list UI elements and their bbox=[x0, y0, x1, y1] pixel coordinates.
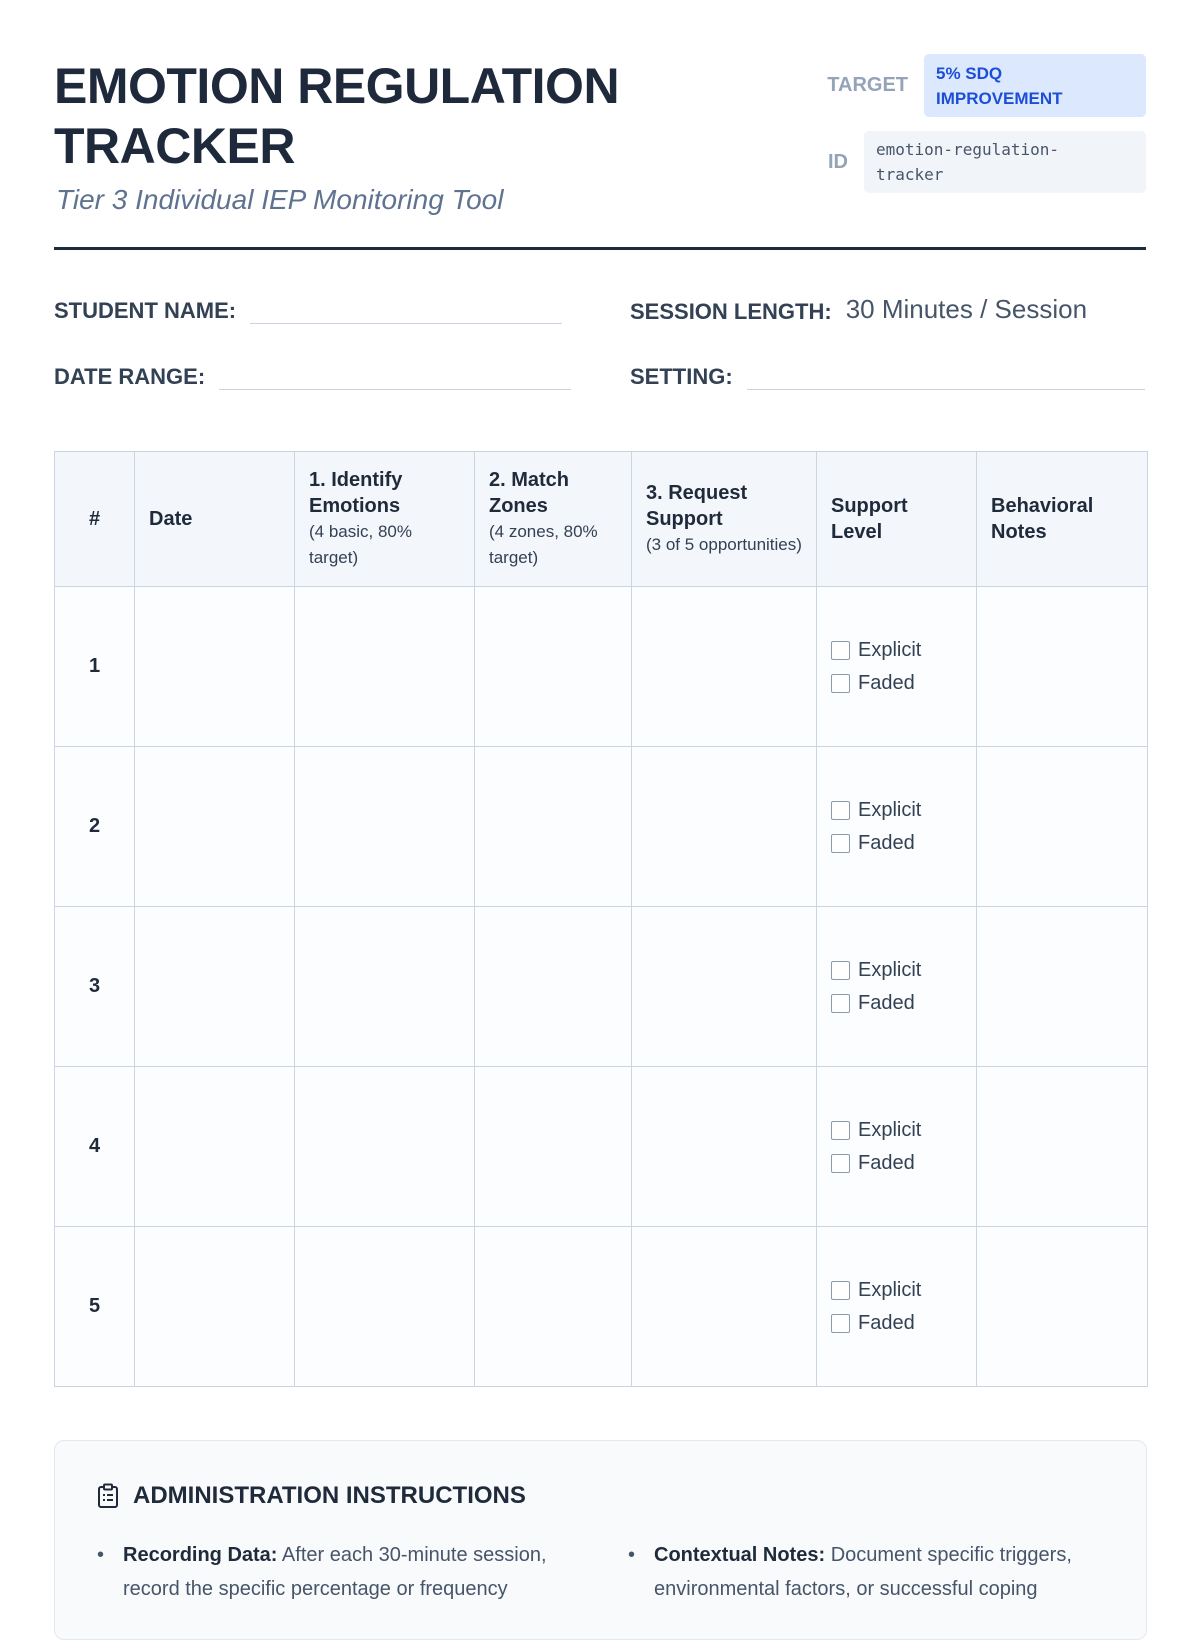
faded-checkbox[interactable] bbox=[831, 994, 850, 1013]
faded-option bbox=[831, 1307, 976, 1340]
faded-label: Faded bbox=[858, 1151, 915, 1174]
target-badge bbox=[924, 54, 1146, 117]
instruction-text: Document specific triggers, environmental factors, or successful coping bbox=[654, 1544, 1072, 1600]
setting-field bbox=[630, 362, 1145, 390]
date-range-field bbox=[54, 362, 571, 390]
instructions-title: ADMINISTRATION INSTRUCTIONS bbox=[133, 1482, 526, 1509]
table-row bbox=[55, 747, 1148, 907]
session-length-field bbox=[630, 294, 1087, 325]
explicit-checkbox[interactable] bbox=[831, 641, 850, 660]
title-line-1: EMOTION REGULATION bbox=[54, 58, 620, 114]
explicit-checkbox[interactable] bbox=[831, 1121, 850, 1140]
support-level-cell bbox=[817, 1067, 977, 1227]
clipboard-icon bbox=[97, 1483, 119, 1509]
student-name-field bbox=[54, 296, 562, 324]
faded-option bbox=[831, 827, 976, 860]
identify-emotions-cell[interactable] bbox=[295, 907, 475, 1067]
table-header-row bbox=[55, 452, 1148, 587]
explicit-option bbox=[831, 1274, 976, 1307]
faded-checkbox[interactable] bbox=[831, 834, 850, 853]
student-name-input[interactable] bbox=[250, 296, 562, 324]
id-value-line-1: emotion-regulation- bbox=[876, 140, 1060, 159]
explicit-option bbox=[831, 634, 976, 667]
target-row bbox=[827, 54, 1146, 117]
instruction-label: Recording Data: bbox=[123, 1544, 278, 1566]
instructions-list bbox=[95, 1538, 1106, 1606]
instructions-header bbox=[97, 1482, 526, 1510]
setting-input[interactable] bbox=[747, 362, 1145, 390]
header-match-title: 2. Match Zones bbox=[489, 469, 570, 517]
header bbox=[54, 0, 1146, 250]
id-row bbox=[828, 131, 1146, 193]
identify-emotions-cell[interactable] bbox=[295, 747, 475, 907]
date-cell[interactable] bbox=[135, 587, 295, 747]
session-length-value: 30 Minutes / Session bbox=[845, 294, 1088, 324]
behavioral-notes-cell[interactable] bbox=[977, 907, 1148, 1067]
match-zones-cell[interactable] bbox=[475, 747, 632, 907]
identify-emotions-cell[interactable] bbox=[295, 1067, 475, 1227]
header-identify-title: 1. Identify Emotions bbox=[309, 469, 403, 517]
target-label: TARGET bbox=[827, 74, 908, 96]
behavioral-notes-cell[interactable] bbox=[977, 587, 1148, 747]
header-request-support bbox=[632, 452, 817, 587]
explicit-label: Explicit bbox=[858, 958, 922, 981]
identify-emotions-cell[interactable] bbox=[295, 1227, 475, 1387]
header-identify-emotions bbox=[295, 452, 475, 587]
header-match-zones bbox=[475, 452, 632, 587]
setting-label: SETTING: bbox=[630, 364, 733, 389]
explicit-option bbox=[831, 794, 976, 827]
faded-label: Faded bbox=[858, 1311, 915, 1334]
page-title bbox=[54, 56, 674, 176]
instruction-text: After each 30-minute session, record the specific percentage or frequency bbox=[123, 1544, 547, 1600]
support-level-cell bbox=[817, 747, 977, 907]
id-value-line-2: tracker bbox=[876, 165, 944, 184]
date-range-label: DATE RANGE: bbox=[54, 364, 206, 389]
target-value-line-2: IMPROVEMENT bbox=[936, 89, 1063, 108]
table-row bbox=[55, 1227, 1148, 1387]
match-zones-cell[interactable] bbox=[475, 587, 632, 747]
table-row bbox=[55, 1067, 1148, 1227]
session-length-label: SESSION LENGTH: bbox=[630, 299, 832, 324]
date-cell[interactable] bbox=[135, 1227, 295, 1387]
header-request-title: 3. Request Support bbox=[646, 482, 748, 530]
behavioral-notes-cell[interactable] bbox=[977, 1067, 1148, 1227]
title-line-2: TRACKER bbox=[54, 118, 295, 174]
faded-label: Faded bbox=[858, 831, 915, 854]
table-row bbox=[55, 907, 1148, 1067]
explicit-option bbox=[831, 954, 976, 987]
request-support-cell[interactable] bbox=[632, 1227, 817, 1387]
id-badge bbox=[864, 131, 1146, 193]
instruction-item bbox=[626, 1538, 1106, 1606]
date-cell[interactable] bbox=[135, 907, 295, 1067]
explicit-label: Explicit bbox=[858, 798, 922, 821]
row-number: 1 bbox=[55, 587, 135, 747]
target-value-line-1: 5% SDQ bbox=[936, 64, 1003, 83]
match-zones-cell[interactable] bbox=[475, 1227, 632, 1387]
behavioral-notes-cell[interactable] bbox=[977, 747, 1148, 907]
explicit-label: Explicit bbox=[858, 1278, 922, 1301]
explicit-option bbox=[831, 1114, 976, 1147]
explicit-label: Explicit bbox=[858, 1118, 922, 1141]
explicit-checkbox[interactable] bbox=[831, 1281, 850, 1300]
support-level-cell bbox=[817, 1227, 977, 1387]
explicit-checkbox[interactable] bbox=[831, 961, 850, 980]
row-number: 3 bbox=[55, 907, 135, 1067]
header-date: Date bbox=[135, 452, 295, 587]
support-level-cell bbox=[817, 587, 977, 747]
header-match-subtitle: (4 zones, 80% target) bbox=[489, 522, 598, 567]
header-behavioral-notes: Behavioral Notes bbox=[977, 452, 1148, 587]
page-subtitle: Tier 3 Individual IEP Monitoring Tool bbox=[56, 184, 504, 215]
faded-checkbox[interactable] bbox=[831, 1314, 850, 1333]
explicit-checkbox[interactable] bbox=[831, 801, 850, 820]
faded-label: Faded bbox=[858, 991, 915, 1014]
id-label: ID bbox=[828, 150, 848, 173]
instruction-item bbox=[95, 1538, 575, 1606]
info-fields bbox=[54, 250, 1146, 450]
instructions-panel bbox=[54, 1440, 1147, 1640]
instruction-label: Contextual Notes: bbox=[654, 1544, 826, 1566]
header-request-subtitle: (3 of 5 opportunities) bbox=[646, 535, 802, 554]
match-zones-cell[interactable] bbox=[475, 907, 632, 1067]
header-identify-subtitle: (4 basic, 80% target) bbox=[309, 522, 412, 567]
identify-emotions-cell[interactable] bbox=[295, 587, 475, 747]
header-num: # bbox=[55, 452, 135, 587]
row-number: 2 bbox=[55, 747, 135, 907]
row-number: 4 bbox=[55, 1067, 135, 1227]
date-cell[interactable] bbox=[135, 1067, 295, 1227]
match-zones-cell[interactable] bbox=[475, 1067, 632, 1227]
request-support-cell[interactable] bbox=[632, 747, 817, 907]
faded-label: Faded bbox=[858, 671, 915, 694]
header-support-level: Support Level bbox=[817, 452, 977, 587]
request-support-cell[interactable] bbox=[632, 1067, 817, 1227]
support-level-cell bbox=[817, 907, 977, 1067]
request-support-cell[interactable] bbox=[632, 587, 817, 747]
date-cell[interactable] bbox=[135, 747, 295, 907]
faded-option bbox=[831, 1147, 976, 1180]
explicit-label: Explicit bbox=[858, 638, 922, 661]
faded-option bbox=[831, 987, 976, 1020]
behavioral-notes-cell[interactable] bbox=[977, 1227, 1148, 1387]
table-row bbox=[55, 587, 1148, 747]
faded-checkbox[interactable] bbox=[831, 674, 850, 693]
faded-option bbox=[831, 667, 976, 700]
student-name-label: STUDENT NAME: bbox=[54, 298, 237, 323]
row-number: 5 bbox=[55, 1227, 135, 1387]
request-support-cell[interactable] bbox=[632, 907, 817, 1067]
tracker-table bbox=[54, 451, 1148, 1387]
date-range-input[interactable] bbox=[219, 362, 571, 390]
faded-checkbox[interactable] bbox=[831, 1154, 850, 1173]
